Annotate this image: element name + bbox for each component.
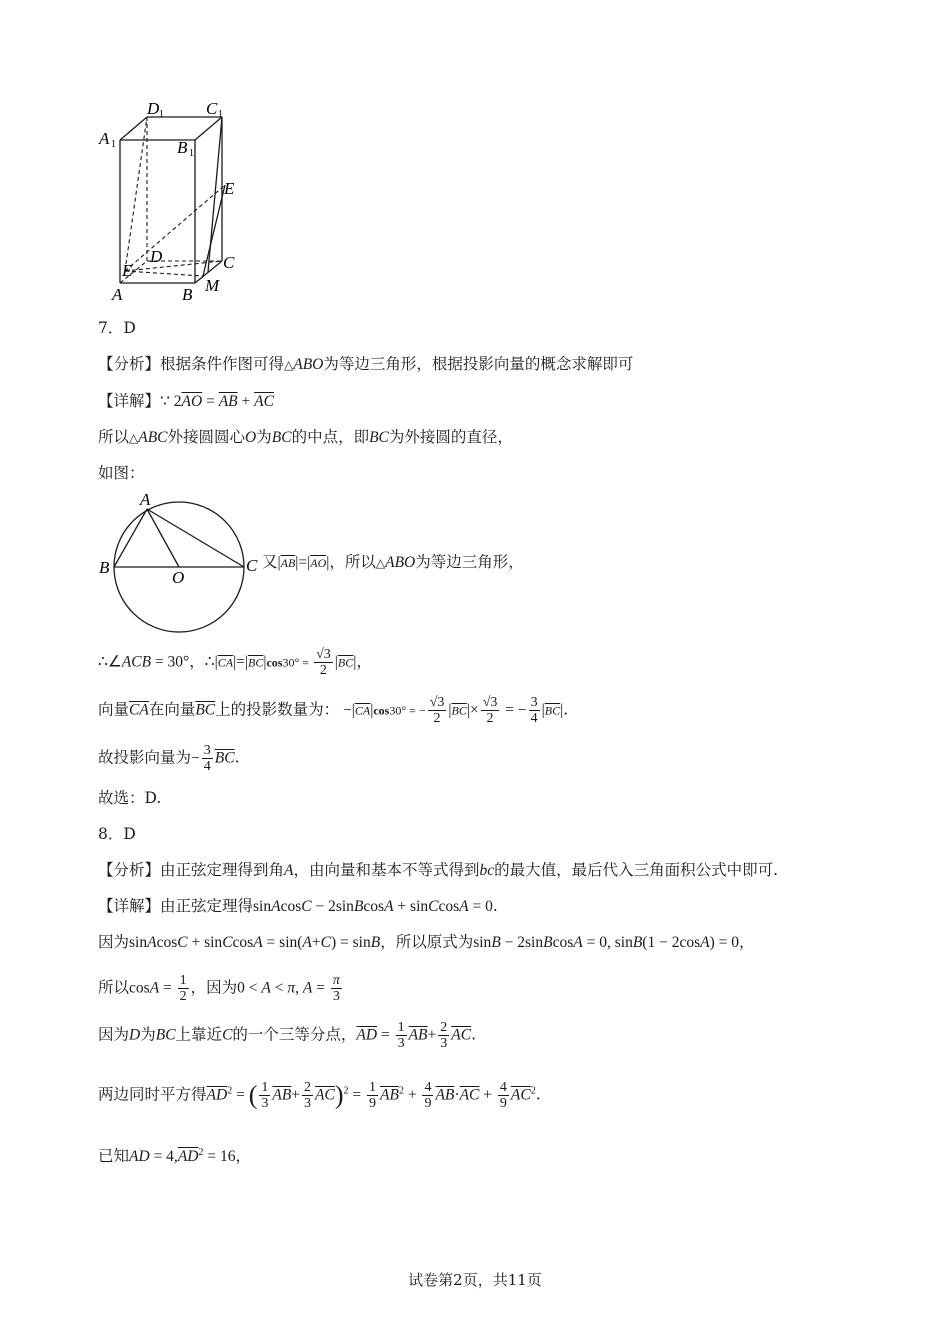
label-B1-sub: 1 (189, 148, 194, 159)
q7-line1: 所以△ABC外接圆圆心O为BC的中点，即BC为外接圆的直径， (98, 428, 513, 446)
label-C: C (223, 253, 235, 272)
label-C1-sub: 1 (218, 109, 223, 120)
q7-number: 7．D (98, 319, 136, 337)
label-A1: A (99, 129, 110, 148)
circle-figure (95, 488, 265, 633)
q8-line4: 两边同时平方得$\overline{AD}^2$ = ( $\frac{1}{3}$ $\overline{AB}+$ $\frac{2}{3}$ $\overline{AC})^2$ = $\frac{1}{9}$ $\overline{AB}^2$ + $\frac{4}{9}$ $\overline{AB}\cdot\overline{AC}$ + $\frac{4}{9}$ $\overline{AC}^2$. (98, 1080, 541, 1111)
circle-label-A: A (140, 490, 151, 509)
q8-detail: 【详解】由正弦定理得sinAcosC − 2sinBcosA + sinCcosA = 0. (98, 897, 498, 915)
q7-fig-intro: 如图： (98, 464, 145, 482)
circle-label-C: C (246, 556, 258, 575)
q8-line5: 已知AD = $4,\overline{AD}^2 = 16$， (98, 1147, 251, 1166)
label-D1-sub: 1 (159, 109, 164, 120)
q8-analysis: 【分析】由正弦定理得到角A，由向量和基本不等式得到bc的最大值，最后代入三角面积公式中即可. (98, 861, 779, 879)
q7-analysis: 【分析】根据条件作图可得△ABO为等边三角形，根据投影向量的概念求解即可 (98, 355, 634, 373)
label-A1-sub: 1 (111, 139, 116, 150)
q8-line1: 因为sinAcosC + sinCcosA = sin(A+C) = sinB，所以原式为sinB − 2sinBcosA = 0, sinB(1 − 2cosA) = 0， (98, 933, 755, 951)
label-E-top: E (224, 179, 235, 198)
q8-number: 8．D (98, 825, 136, 843)
label-E-bottom: E (122, 261, 133, 280)
q8-line2: 所以cosA = $\frac{1}{2}$ ，因为0 < A < π, A = $\frac{\pi}{3}$ (98, 973, 340, 1004)
label-A: A (112, 285, 123, 304)
q7-detail: 【详解】∵ $2\overline{AO} = \overline{AB} + \overline{AC}$ (98, 392, 274, 410)
label-B: B (182, 285, 193, 304)
q7-proj-vector: 故投影向量为− $\frac{3}{4}$ $\overline{BC}$. (98, 743, 240, 774)
q7-proj-line: 向量$\overline{CA}$在向量$\overline{BC}$上的投影数量为： $-|\overline{CA}|\cos 30^\circ$ = − $\frac{√3}{2}$ $|\overline{BC}|\times$ $\frac{√3}{2}$ = − $\frac{3}{4}$ $|\overline{BC}|$. (98, 695, 569, 726)
circle-label-B: B (99, 558, 110, 577)
q7-choice: 故选：D. (98, 789, 162, 807)
q7-angle-line: ∴∠ACB = 30°，$\therefore|\overline{CA}|=|\overline{BC}|\cos 30^\circ$ = $\frac{√3}{2}$ $|\overline{BC}|$， (98, 647, 372, 678)
label-D: D (150, 247, 163, 266)
label-M: M (205, 276, 220, 295)
q7-after-figure: 又$|\overline{AB}|=|\overline{AO}|$，所以△ABO为等边三角形， (262, 553, 524, 571)
prism-figure (95, 95, 255, 310)
circle-label-O: O (172, 568, 185, 587)
page-footer: 试卷第2页，共11页 (408, 1271, 542, 1289)
label-D1: D (147, 99, 160, 118)
q8-line3: 因为D为BC上靠近C的一个三等分点，$\overline{AD}$ = $\frac{1}{3}$ $\overline{AB}+$ $\frac{2}{3}$ $\overline{AC}$. (98, 1020, 477, 1051)
label-C1: C (206, 99, 218, 118)
label-B1: B (177, 138, 188, 157)
